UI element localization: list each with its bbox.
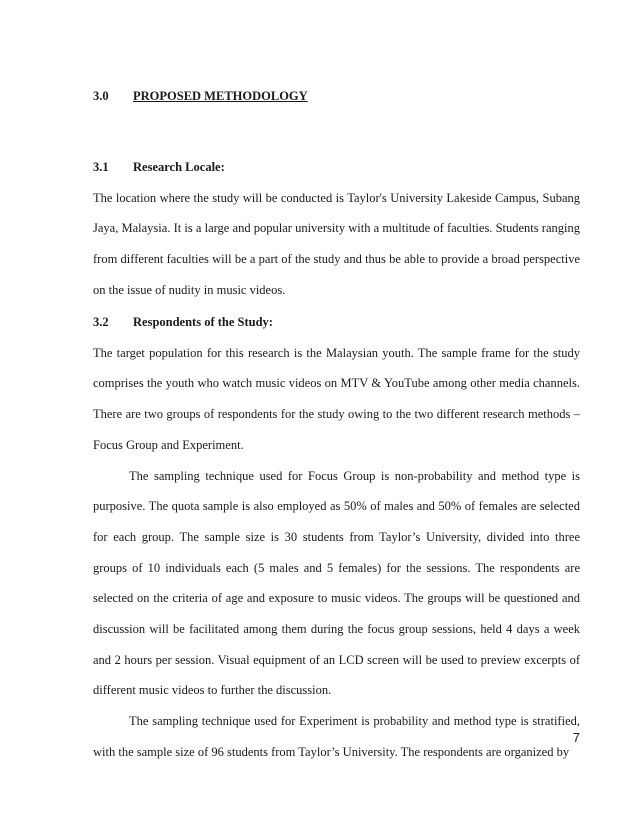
page-number: 7 [572,730,580,745]
section-heading-3-1-line [93,152,580,183]
section-number: 3.2 [93,315,109,329]
section-heading-3-2-line [93,307,580,338]
section-number: 3.0 [93,89,109,103]
paragraph: The target population for this research is the Malaysian youth. The sample frame for the study comprises the youth who watch music videos on MTV & YouTube among other media channels. There are two groups of respondents for the study owing to the two different research methods – Focus Group and Experiment. [93,345,580,452]
paragraph: The sampling technique used for Focus Group is non-probability and method type is purposive. The quota sample is also employed as 50% of males and 50% of females are selected for each group. The sample size is 30 students from Taylor’s University, divided into three groups of 10 individuals each (5 males and 5 females) for the sessions. The respondents are selected on the criteria of age and exposure to music videos. The groups will be questioned and discussion will be facilitated among them during the focus group sessions, held 4 days a week and 2 hours per session. Visual equipment of an LCD screen will be used to preview excerpts of different music videos to further the discussion. [93,468,580,698]
section-title: Respondents of the Study: [133,315,273,329]
section-title: PROPOSED METHODOLOGY [133,89,308,103]
section-heading-3-0 [93,89,308,104]
section-3-2-block [93,307,580,768]
section-title: Research Locale: [133,160,225,174]
section-number: 3.1 [93,160,109,174]
paragraph: The location where the study will be conducted is Taylor's University Lakeside Campus, Subang Jaya, Malaysia. It is a large and popular university with a multitude of faculties. Students ranging from different faculties will be a part of the study and thus be able to provide a broad perspective on the issue of nudity in music videos. [93,190,580,297]
paragraph: The sampling technique used for Experiment is probability and method type is stratified, with the sample size of 96 students from Taylor’s University. The respondents are organized by [93,714,580,759]
section-3-1-block [93,152,580,306]
